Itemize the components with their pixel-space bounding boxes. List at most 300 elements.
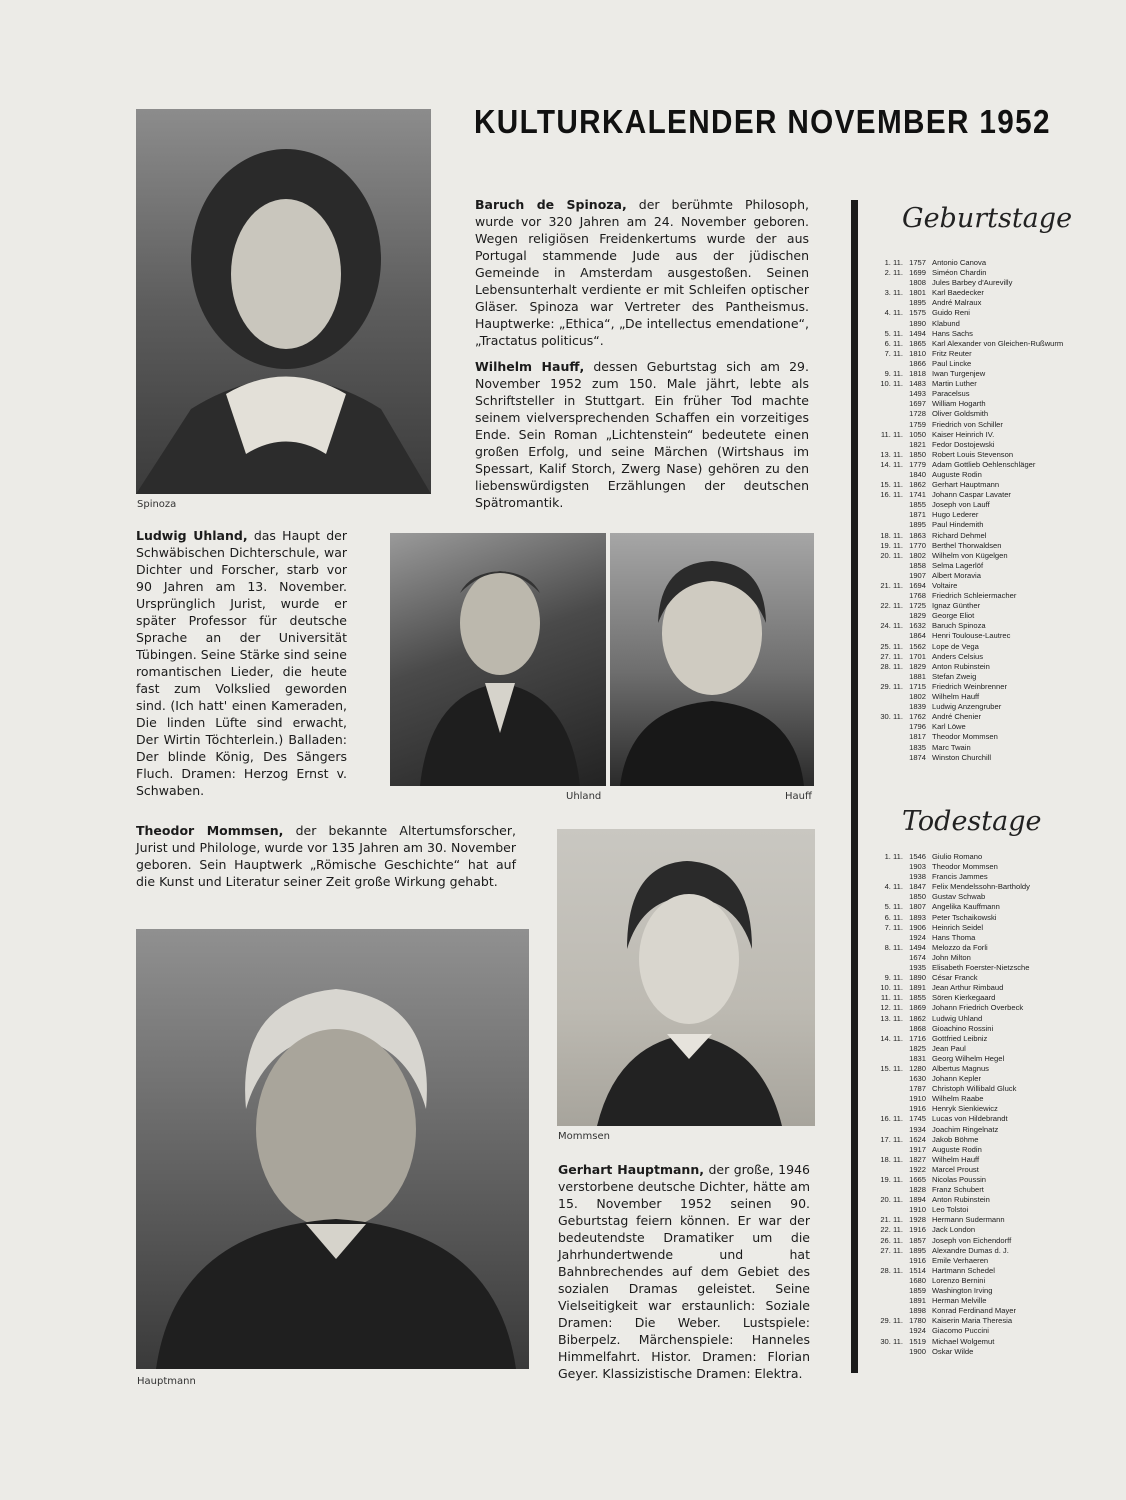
entry-year: 1934 xyxy=(909,1124,926,1134)
entry-year: 1916 xyxy=(909,1225,926,1235)
list-item xyxy=(870,1003,1120,1013)
entry-name: Baruch Spinoza xyxy=(932,621,986,631)
entry-name: Kaiserin Maria Theresia xyxy=(932,1316,1013,1326)
entry-date: 1. 11. xyxy=(884,258,903,267)
entry-name: Hartmann Schedel xyxy=(932,1265,995,1275)
entry-name: Auguste Rodin xyxy=(932,1144,982,1154)
entry-year: 1762 xyxy=(909,712,926,722)
entry-year: 1850 xyxy=(909,449,926,459)
entry-date xyxy=(870,571,904,581)
entry-year: 1935 xyxy=(909,963,926,973)
list-item xyxy=(870,662,1120,672)
entry-date xyxy=(870,440,904,450)
list-item xyxy=(870,1155,1120,1165)
entry-name: Giacomo Puccini xyxy=(932,1326,989,1336)
entry-year: 1494 xyxy=(909,328,926,338)
entry-date: 25. 11. xyxy=(880,641,903,651)
entry-year: 1757 xyxy=(909,258,926,267)
list-item xyxy=(870,1195,1120,1205)
entry-name: Herman Melville xyxy=(932,1296,987,1306)
hauptmann-name: Gerhart Hauptmann, xyxy=(558,1162,704,1177)
entry-date xyxy=(870,298,904,308)
entry-date: 4. 11. xyxy=(884,308,903,318)
entry-date: 15. 11. xyxy=(880,1063,903,1073)
list-item xyxy=(870,531,1120,541)
entry-name: Anton Rubinstein xyxy=(932,1195,990,1205)
entry-date xyxy=(870,561,904,571)
entry-name: Washington Irving xyxy=(932,1286,993,1296)
entry-year: 1802 xyxy=(909,692,926,702)
entry-name: Friedrich Schleiermacher xyxy=(932,591,1017,601)
list-item xyxy=(870,581,1120,591)
entry-year: 1862 xyxy=(909,1013,926,1023)
entry-year: 1632 xyxy=(909,621,926,631)
entry-year: 1494 xyxy=(909,942,926,952)
entry-year: 1862 xyxy=(909,480,926,490)
entry-name: Lope de Vega xyxy=(932,641,979,651)
entry-date: 21. 11. xyxy=(880,1215,903,1225)
entry-year: 1891 xyxy=(909,983,926,993)
list-item xyxy=(870,258,1120,268)
entry-year: 1869 xyxy=(909,1003,926,1013)
entry-year: 1924 xyxy=(909,1326,926,1336)
list-item xyxy=(870,379,1120,389)
uhland-name: Ludwig Uhland, xyxy=(136,528,248,543)
entry-name: Oliver Goldsmith xyxy=(932,409,989,419)
entry-date xyxy=(870,1296,904,1306)
list-item xyxy=(870,892,1120,902)
entry-year: 1546 xyxy=(909,852,926,861)
entry-name: Jules Barbey d'Aurevilly xyxy=(932,278,1013,288)
entry-year: 1858 xyxy=(909,560,926,570)
entry-year: 1891 xyxy=(909,1296,926,1306)
entry-name: Gioachino Rossini xyxy=(932,1023,994,1033)
entry-name: John Milton xyxy=(932,952,971,962)
hauptmann-caption: Hauptmann xyxy=(137,1376,196,1387)
entry-name: Peter Tschaikowski xyxy=(932,912,997,922)
spinoza-paragraph xyxy=(475,196,809,349)
list-item xyxy=(870,319,1120,329)
entry-year: 1808 xyxy=(909,278,926,288)
entry-year: 1802 xyxy=(909,550,926,560)
entry-date: 22. 11. xyxy=(880,601,903,611)
entry-year: 1890 xyxy=(909,318,926,328)
list-item xyxy=(870,1104,1120,1114)
entry-name: Albert Moravia xyxy=(932,570,981,580)
list-item xyxy=(870,1236,1120,1246)
entry-date: 5. 11. xyxy=(884,902,903,912)
list-item xyxy=(870,561,1120,571)
list-item xyxy=(870,541,1120,551)
entry-date xyxy=(870,1145,904,1155)
entry-name: Oskar Wilde xyxy=(932,1346,974,1356)
list-item xyxy=(870,1337,1120,1347)
entry-year: 1665 xyxy=(909,1175,926,1184)
entry-name: Nicolas Poussin xyxy=(932,1175,987,1184)
entry-year: 1827 xyxy=(909,1154,926,1164)
entry-name: Leo Tolstoi xyxy=(932,1205,969,1215)
spinoza-portrait xyxy=(136,109,431,494)
entry-year: 1900 xyxy=(909,1346,926,1356)
uhland-caption: Uhland xyxy=(566,791,602,802)
entry-name: Lucas von Hildebrandt xyxy=(932,1114,1008,1124)
list-item xyxy=(870,872,1120,882)
entry-name: Franz Schubert xyxy=(932,1185,984,1195)
entry-year: 1831 xyxy=(909,1053,926,1063)
entry-date: 26. 11. xyxy=(880,1235,903,1245)
entry-year: 1483 xyxy=(909,379,926,389)
entry-date: 6. 11. xyxy=(884,912,903,922)
entry-year: 1796 xyxy=(909,722,926,732)
list-item xyxy=(870,1205,1120,1215)
entry-name: Wilhelm Hauff xyxy=(932,692,980,702)
list-item xyxy=(870,409,1120,419)
entry-name: Stefan Zweig xyxy=(932,671,977,681)
entry-name: Jean Arthur Rimbaud xyxy=(932,983,1004,993)
list-item xyxy=(870,1125,1120,1135)
entry-year: 1917 xyxy=(909,1144,926,1154)
entry-name: Hans Thoma xyxy=(932,932,976,942)
entry-date xyxy=(870,1054,904,1064)
list-item xyxy=(870,712,1120,722)
mommsen-portrait xyxy=(557,829,815,1126)
list-item xyxy=(870,1074,1120,1084)
entry-date: 18. 11. xyxy=(880,530,903,540)
entry-year: 1863 xyxy=(909,530,926,540)
entry-date xyxy=(870,1024,904,1034)
entry-name: Marc Twain xyxy=(932,742,971,752)
entry-name: Gustav Schwab xyxy=(932,892,986,902)
list-item xyxy=(870,973,1120,983)
spinoza-text: der berühmte Philosoph, wurde vor 320 Jahren am 24. November geboren. Wegen religiösen Freidenkertums wurde der aus Portugal stammende Jude aus der jüdischen Gemeinde in Amsterdam ausgestoßen. Seinen Lebensunterhalt verdiente er mit Schleifen optischer Gläser. Spinoza war Vertreter des Pantheismus. Hauptwerke: „Ethica“, „De intellectus emendatione“, „Tractatus politicus“. xyxy=(475,197,809,348)
entry-date: 1. 11. xyxy=(884,852,903,861)
entry-date: 16. 11. xyxy=(880,490,903,500)
entry-date: 7. 11. xyxy=(884,922,903,932)
entry-year: 1825 xyxy=(909,1043,926,1053)
list-item xyxy=(870,1266,1120,1276)
entry-name: Felix Mendelssohn-Bartholdy xyxy=(932,882,1030,892)
entry-date xyxy=(870,1347,904,1357)
list-item xyxy=(870,862,1120,872)
entry-date xyxy=(870,500,904,510)
list-item xyxy=(870,510,1120,520)
uhland-paragraph xyxy=(136,527,347,799)
uhland-text: das Haupt der Schwäbischen Dichterschule, war Dichter und Forscher, starb vor 90 Jahren am 13. November. Ursprünglich Jurist, wurde er später Professor für deutsche Sprache an der Universität Tübingen. Seine Stärke sind seine romantischen Lieder, die heute fast zum Volkslied geworden sind. (Ich hatt' einen Kameraden, Die linden Lüfte sind erwacht, Der Wirtin Töchterlein.) Balladen: Der blinde König, Des Sängers Fluch. Dramen: Herzog Ernst v. Schwaben. xyxy=(136,528,347,798)
entry-date xyxy=(870,862,904,872)
entry-date: 22. 11. xyxy=(880,1225,903,1235)
entry-name: Michael Wolgemut xyxy=(932,1336,995,1346)
entry-date: 13. 11. xyxy=(880,1013,903,1023)
list-item xyxy=(870,1044,1120,1054)
list-item xyxy=(870,983,1120,993)
entry-year: 1828 xyxy=(909,1185,926,1195)
list-item xyxy=(870,642,1120,652)
entry-date: 29. 11. xyxy=(880,681,903,691)
entry-year: 1903 xyxy=(909,862,926,872)
entry-date: 7. 11. xyxy=(884,348,903,358)
entry-year: 1938 xyxy=(909,872,926,882)
entry-year: 1881 xyxy=(909,671,926,681)
entry-year: 1630 xyxy=(909,1074,926,1084)
list-item xyxy=(870,1225,1120,1235)
hauff-paragraph xyxy=(475,358,809,511)
entry-name: Robert Louis Stevenson xyxy=(932,449,1014,459)
list-item xyxy=(870,702,1120,712)
list-item xyxy=(870,1084,1120,1094)
spinoza-caption: Spinoza xyxy=(137,499,177,510)
entry-year: 1893 xyxy=(909,912,926,922)
entry-year: 1674 xyxy=(909,952,926,962)
list-item xyxy=(870,1185,1120,1195)
entry-date: 2. 11. xyxy=(884,268,903,278)
entry-date: 21. 11. xyxy=(880,581,903,590)
hauff-text: dessen Geburtstag sich am 29. November 1952 zum 150. Male jährt, lebte als Schriftsteller in Stuttgart. Ein früher Tod machte seinem vielversprechenden Schaffen ein vorzeitiges Ende. Sein Roman „Lichtenstein“ bedeutete einen großen Erfolg, und seine Märchen (Wirtshaus im Spessart, Kalif Storch, Zwerg Nase) gehören zu den liebenswürdigsten Erzählungen der deutschen Spätromantik. xyxy=(475,359,809,510)
entry-year: 1907 xyxy=(909,570,926,580)
entry-year: 1910 xyxy=(909,1205,926,1215)
entry-date xyxy=(870,933,904,943)
entry-name: Friedrich von Schiller xyxy=(932,419,1003,429)
entry-year: 1895 xyxy=(909,1245,926,1255)
list-item xyxy=(870,933,1120,943)
entry-name: Lorenzo Bernini xyxy=(932,1275,986,1285)
entry-date: 29. 11. xyxy=(880,1316,903,1326)
entry-date: 15. 11. xyxy=(880,480,903,490)
entry-year: 1801 xyxy=(909,288,926,298)
list-item xyxy=(870,399,1120,409)
entry-name: Henryk Sienkiewicz xyxy=(932,1104,998,1114)
entry-name: Elisabeth Foerster-Nietzsche xyxy=(932,963,1030,973)
entry-name: Jakob Böhme xyxy=(932,1134,979,1144)
entry-name: Paul Hindemith xyxy=(932,520,984,530)
entry-year: 1864 xyxy=(909,631,926,641)
entry-date: 27. 11. xyxy=(880,1245,903,1255)
list-item xyxy=(870,460,1120,470)
entry-name: Wilhelm Hauff xyxy=(932,1154,980,1164)
list-item xyxy=(870,329,1120,339)
entry-name: Theodor Mommsen xyxy=(932,732,998,742)
list-item xyxy=(870,1316,1120,1326)
entry-year: 1910 xyxy=(909,1094,926,1104)
entry-name: Anton Rubinstein xyxy=(932,661,990,671)
entry-date xyxy=(870,399,904,409)
list-item xyxy=(870,943,1120,953)
list-item xyxy=(870,753,1120,763)
entry-year: 1916 xyxy=(909,1255,926,1265)
entry-date xyxy=(870,1276,904,1286)
list-item xyxy=(870,1064,1120,1074)
entry-year: 1922 xyxy=(909,1164,926,1174)
list-item xyxy=(870,1246,1120,1256)
entry-year: 1728 xyxy=(909,409,926,419)
entry-date: 20. 11. xyxy=(880,550,903,560)
entry-name: Adam Gottlieb Oehlenschläger xyxy=(932,459,1036,469)
list-item xyxy=(870,1296,1120,1306)
entry-name: Selma Lagerlöf xyxy=(932,560,984,570)
entry-year: 1928 xyxy=(909,1215,926,1225)
entry-name: Friedrich Weinbrenner xyxy=(932,681,1007,691)
entry-date xyxy=(870,732,904,742)
entry-year: 1895 xyxy=(909,520,926,530)
entry-year: 1810 xyxy=(909,348,926,358)
mommsen-caption: Mommsen xyxy=(558,1131,610,1142)
entry-year: 1779 xyxy=(909,459,926,469)
entry-year: 1847 xyxy=(909,882,926,892)
entry-name: Alexandre Dumas d. J. xyxy=(932,1245,1009,1255)
geburtstage-heading: Geburtstage xyxy=(902,203,1073,234)
entry-date xyxy=(870,672,904,682)
entry-name: Auguste Rodin xyxy=(932,469,982,479)
list-item xyxy=(870,1256,1120,1266)
todestage-list xyxy=(870,852,1120,1357)
entry-year: 1768 xyxy=(909,591,926,601)
entry-year: 1895 xyxy=(909,298,926,308)
entry-date xyxy=(870,1165,904,1175)
list-item xyxy=(870,359,1120,369)
entry-date: 14. 11. xyxy=(880,1033,903,1043)
hauff-portrait xyxy=(610,533,814,786)
list-item xyxy=(870,1114,1120,1124)
entry-date xyxy=(870,872,904,882)
entry-year: 1859 xyxy=(909,1286,926,1296)
entry-name: Paracelsus xyxy=(932,389,970,399)
mommsen-text: der bekannte Altertumsforscher, Jurist und Philologe, wurde vor 135 Jahren am 30. November geboren. Sein Hauptwerk „Römische Geschichte“ hat auf die Kunst und Literatur seiner Zeit große Wirkung gehabt. xyxy=(136,823,516,889)
list-item xyxy=(870,420,1120,430)
entry-date: 19. 11. xyxy=(880,1175,903,1184)
entry-name: Jack London xyxy=(932,1225,976,1235)
list-item xyxy=(870,672,1120,682)
entry-name: Wilhelm von Kügelgen xyxy=(932,550,1008,560)
entry-year: 1868 xyxy=(909,1023,926,1033)
list-item xyxy=(870,288,1120,298)
entry-year: 1780 xyxy=(909,1316,926,1326)
entry-name: Ignaz Günther xyxy=(932,601,981,611)
entry-name: Karl Baedecker xyxy=(932,288,984,298)
spinoza-name: Baruch de Spinoza, xyxy=(475,197,627,212)
entry-year: 1770 xyxy=(909,540,926,550)
list-item xyxy=(870,963,1120,973)
entry-name: André Chenier xyxy=(932,712,981,722)
entry-name: Theodor Mommsen xyxy=(932,862,998,872)
list-item xyxy=(870,349,1120,359)
entry-date xyxy=(870,1044,904,1054)
entry-name: Johann Kepler xyxy=(932,1074,981,1084)
entry-year: 1715 xyxy=(909,681,926,691)
entry-name: Jean Paul xyxy=(932,1043,966,1053)
list-item xyxy=(870,743,1120,753)
entry-year: 1699 xyxy=(909,268,926,278)
entry-name: Hermann Sudermann xyxy=(932,1215,1005,1225)
list-item xyxy=(870,500,1120,510)
entry-year: 1916 xyxy=(909,1104,926,1114)
list-item xyxy=(870,571,1120,581)
list-item xyxy=(870,298,1120,308)
entry-year: 1493 xyxy=(909,389,926,399)
entry-date: 14. 11. xyxy=(880,459,903,469)
entry-year: 1716 xyxy=(909,1033,926,1043)
entry-year: 1575 xyxy=(909,308,926,318)
hauff-name: Wilhelm Hauff, xyxy=(475,359,585,374)
list-item xyxy=(870,1024,1120,1034)
entry-date xyxy=(870,510,904,520)
entry-name: Anders Celsius xyxy=(932,651,984,661)
geburtstage-list xyxy=(870,258,1120,763)
list-item xyxy=(870,1054,1120,1064)
entry-name: Paul Lincke xyxy=(932,358,972,368)
entry-year: 1697 xyxy=(909,399,926,409)
entry-date: 9. 11. xyxy=(884,973,903,983)
entry-name: Johann Friedrich Overbeck xyxy=(932,1003,1024,1013)
entry-date: 24. 11. xyxy=(880,621,903,631)
list-item xyxy=(870,993,1120,1003)
list-item xyxy=(870,1306,1120,1316)
entry-date xyxy=(870,702,904,712)
entry-date xyxy=(870,359,904,369)
entry-name: Voltaire xyxy=(932,581,958,590)
list-item xyxy=(870,732,1120,742)
entry-name: Winston Churchill xyxy=(932,752,992,762)
entry-name: William Hogarth xyxy=(932,399,986,409)
hauff-caption: Hauff xyxy=(785,791,812,802)
list-item xyxy=(870,631,1120,641)
entry-name: Sören Kierkegaard xyxy=(932,993,996,1003)
entry-year: 1562 xyxy=(909,641,926,651)
list-item xyxy=(870,882,1120,892)
entry-year: 1857 xyxy=(909,1235,926,1245)
entry-year: 1759 xyxy=(909,419,926,429)
entry-name: Karl Alexander von Gleichen-Rußwurm xyxy=(932,338,1064,348)
entry-year: 1866 xyxy=(909,358,926,368)
entry-name: Heinrich Seidel xyxy=(932,922,984,932)
entry-name: Hans Sachs xyxy=(932,328,973,338)
entry-year: 1280 xyxy=(909,1063,926,1073)
entry-year: 1865 xyxy=(909,338,926,348)
list-item xyxy=(870,913,1120,923)
entry-date: 8. 11. xyxy=(884,942,903,952)
entry-year: 1741 xyxy=(909,490,926,500)
list-item xyxy=(870,450,1120,460)
mommsen-paragraph xyxy=(136,822,516,890)
entry-year: 1894 xyxy=(909,1195,926,1205)
entry-year: 1874 xyxy=(909,752,926,762)
entry-name: Angelika Kauffmann xyxy=(932,902,1000,912)
entry-date xyxy=(870,1306,904,1316)
list-item xyxy=(870,1135,1120,1145)
mommsen-name: Theodor Mommsen, xyxy=(136,823,284,838)
todestage-heading: Todestage xyxy=(902,806,1042,837)
entry-year: 1725 xyxy=(909,601,926,611)
entry-year: 1787 xyxy=(909,1084,926,1094)
entry-date xyxy=(870,1185,904,1195)
entry-year: 1850 xyxy=(909,892,926,902)
entry-date xyxy=(870,1084,904,1094)
list-item xyxy=(870,1094,1120,1104)
entry-name: Berthel Thorwaldsen xyxy=(932,540,1002,550)
entry-name: Francis Jammes xyxy=(932,872,988,882)
entry-name: André Malraux xyxy=(932,298,982,308)
list-item xyxy=(870,1215,1120,1225)
entry-date xyxy=(870,611,904,621)
entry-date: 3. 11. xyxy=(884,288,903,298)
list-item xyxy=(870,1347,1120,1357)
entry-year: 1906 xyxy=(909,922,926,932)
list-item xyxy=(870,480,1120,490)
entry-year: 1829 xyxy=(909,611,926,621)
entry-year: 1817 xyxy=(909,732,926,742)
list-item xyxy=(870,1034,1120,1044)
entry-name: Martin Luther xyxy=(932,379,977,389)
entry-year: 1855 xyxy=(909,500,926,510)
entry-name: Iwan Turgenjew xyxy=(932,369,986,379)
